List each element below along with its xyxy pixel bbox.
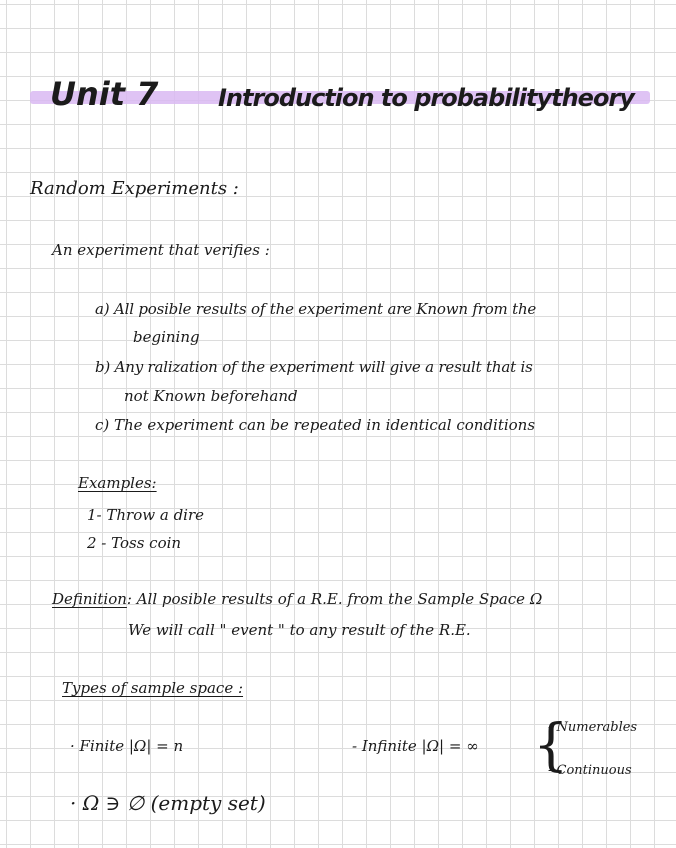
intro-text: An experiment that verifies : — [52, 241, 270, 259]
unit-label: Unit 7 — [50, 75, 159, 113]
example-item: 2 - Toss coin — [87, 534, 182, 552]
condition-c: c) The experiment can be repeated in identical conditions — [95, 416, 536, 434]
examples-heading: Examples: — [78, 474, 157, 492]
condition-b-cont: not Known beforehand — [124, 387, 298, 405]
condition-a: a) All posible results of the experiment are Known from the — [95, 300, 537, 318]
infinite-kind: - Continuous — [548, 763, 632, 778]
definition-label: Definition — [52, 590, 127, 608]
section-heading: Random Experiments : — [30, 178, 239, 199]
condition-b: b) Any ralization of the experiment will give a result that is — [95, 358, 533, 376]
infinite-kind: - Numerables — [548, 720, 638, 735]
curly-brace: { — [533, 713, 569, 778]
definition-text: : All posible results of a R.E. from the Sample Space Ω — [126, 590, 543, 608]
definition-line-1 — [52, 592, 542, 607]
example-item: 1- Throw a dire — [87, 506, 205, 524]
finite-type: · Finite |Ω| = n — [70, 737, 184, 755]
page-title: Introduction to probabilitytheory — [218, 84, 634, 112]
definition-line-2: We will call " event " to any result of the R.E. — [128, 621, 471, 639]
infinite-type: - Infinite |Ω| = ∞ — [352, 737, 479, 755]
empty-set-note: · Ω ∋ ∅ (empty set) — [70, 791, 266, 815]
condition-a-cont: begining — [133, 328, 200, 346]
types-heading: Types of sample space : — [62, 679, 244, 697]
